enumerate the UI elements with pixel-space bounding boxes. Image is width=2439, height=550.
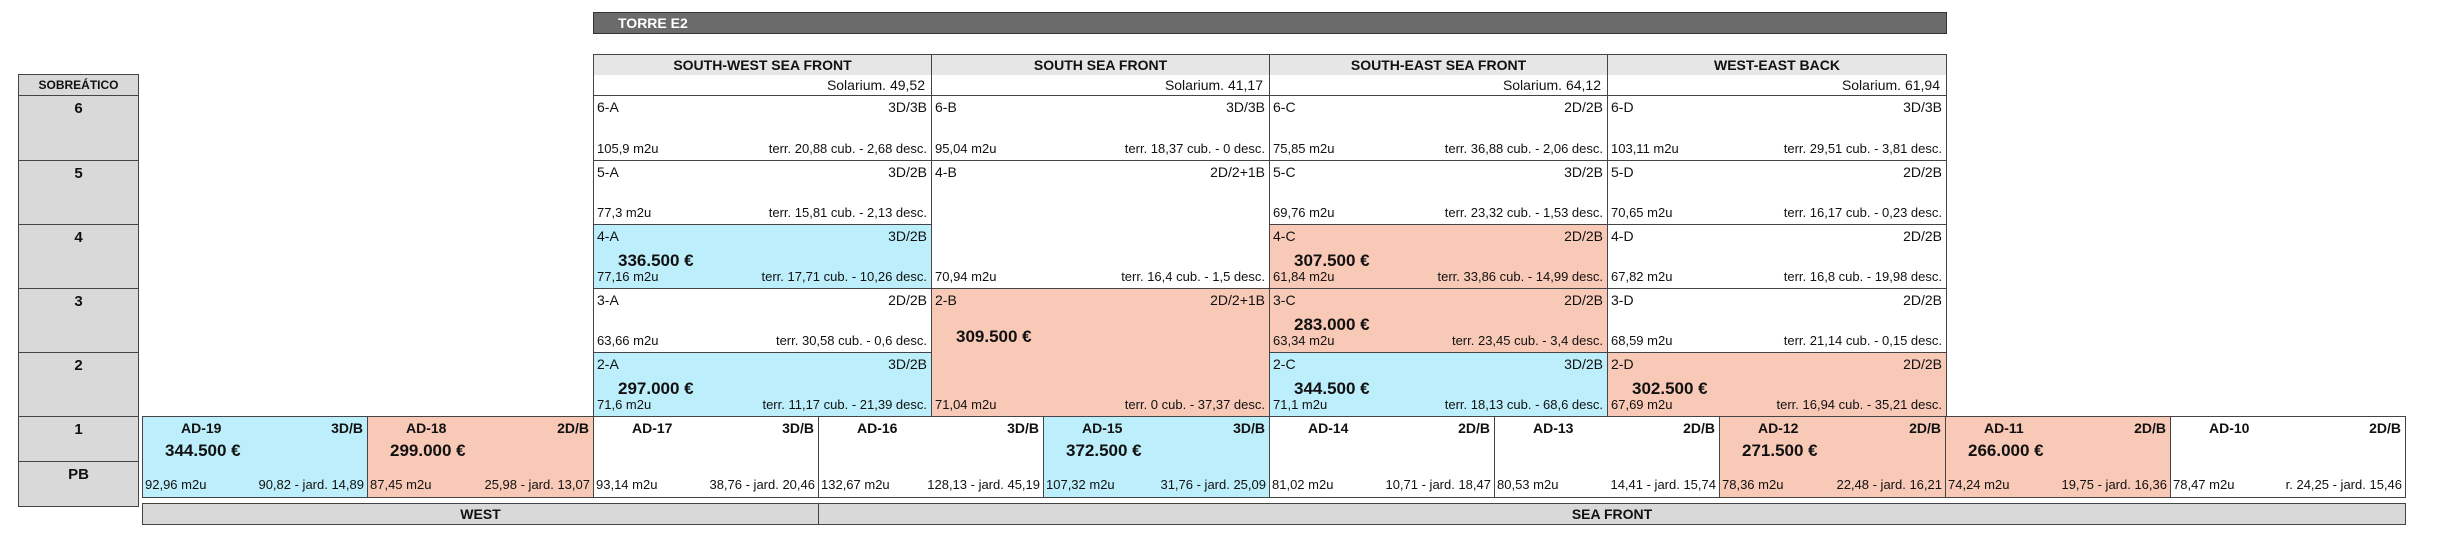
apartment-area: 68,59 m2u bbox=[1611, 333, 1673, 348]
villa-garden: 90,82 - jard. 14,89 bbox=[258, 477, 364, 492]
villa-type: 3D/B bbox=[1233, 420, 1265, 436]
apartment-type: 2D/2B bbox=[1564, 99, 1603, 115]
villa-cell-ad13[interactable] bbox=[1494, 416, 1720, 498]
apartment-code: 6-B bbox=[935, 99, 957, 115]
floor-label-4: 4 bbox=[18, 224, 139, 289]
solarium-southwest: Solarium. 49,52 bbox=[593, 75, 932, 97]
villa-cell-ad18[interactable] bbox=[367, 416, 594, 498]
floor-label-1: 1 bbox=[18, 416, 139, 462]
villa-type: 2D/B bbox=[1458, 420, 1490, 436]
column-header-southeast: SOUTH-EAST SEA FRONT bbox=[1269, 54, 1608, 76]
apartment-type: 2D/2B bbox=[1564, 228, 1603, 244]
apartment-area: 71,6 m2u bbox=[597, 397, 652, 412]
apartment-terrace: terr. 16,4 cub. - 1,5 desc. bbox=[1121, 269, 1265, 284]
villa-cell-ad11[interactable] bbox=[1945, 416, 2171, 498]
villa-area: 78,36 m2u bbox=[1722, 477, 1784, 492]
tower-title: TORRE E2 bbox=[593, 12, 1947, 34]
apartment-area: 70,65 m2u bbox=[1611, 205, 1673, 220]
apartment-cell-4a[interactable] bbox=[593, 224, 932, 289]
column-header-south: SOUTH SEA FRONT bbox=[931, 54, 1270, 76]
apartment-cell-2a[interactable] bbox=[593, 352, 932, 417]
apartment-area: 61,84 m2u bbox=[1273, 269, 1335, 284]
floor-label-sobreatico: SOBREÁTICO bbox=[18, 74, 139, 96]
apartment-area: 71,04 m2u bbox=[935, 397, 997, 412]
solarium-southeast: Solarium. 64,12 bbox=[1269, 75, 1608, 97]
villa-code: AD-12 bbox=[1758, 420, 1799, 436]
villa-code: AD-14 bbox=[1308, 420, 1349, 436]
apartment-code: 2-D bbox=[1611, 356, 1634, 372]
apartment-price: 302.500 € bbox=[1632, 379, 1708, 398]
apartment-type: 2D/2+1B bbox=[1210, 292, 1265, 308]
apartment-code: 6-A bbox=[597, 99, 619, 115]
apartment-terrace: terr. 16,17 cub. - 0,23 desc. bbox=[1783, 205, 1942, 220]
villa-garden: 14,41 - jard. 15,74 bbox=[1610, 477, 1716, 492]
villa-type: 2D/B bbox=[1909, 420, 1941, 436]
apartment-code: 6-D bbox=[1611, 99, 1634, 115]
villa-garden: 19,75 - jard. 16,36 bbox=[2061, 477, 2167, 492]
villa-area: 78,47 m2u bbox=[2173, 477, 2235, 492]
apartment-area: 63,34 m2u bbox=[1273, 333, 1335, 348]
apartment-type: 3D/3B bbox=[1903, 99, 1942, 115]
apartment-area: 77,16 m2u bbox=[597, 269, 659, 284]
apartment-area: 70,94 m2u bbox=[935, 269, 997, 284]
apartment-price: 297.000 € bbox=[618, 379, 694, 398]
villa-code: AD-17 bbox=[632, 420, 673, 436]
apartment-area: 75,85 m2u bbox=[1273, 141, 1335, 156]
apartment-type: 3D/2B bbox=[888, 228, 927, 244]
apartment-cell-3d[interactable] bbox=[1607, 288, 1947, 353]
apartment-code: 5-A bbox=[597, 164, 619, 180]
solarium-westeast: Solarium. 61,94 bbox=[1607, 75, 1947, 97]
villa-cell-ad12[interactable] bbox=[1719, 416, 1946, 498]
villa-type: 2D/B bbox=[1683, 420, 1715, 436]
apartment-terrace: terr. 16,8 cub. - 19,98 desc. bbox=[1783, 269, 1942, 284]
floor-label-3: 3 bbox=[18, 288, 139, 353]
floor-label-2: 2 bbox=[18, 352, 139, 417]
apartment-terrace: terr. 30,58 cub. - 0,6 desc. bbox=[775, 333, 927, 348]
floor-label-5: 5 bbox=[18, 160, 139, 225]
villa-garden: 38,76 - jard. 20,46 bbox=[709, 477, 815, 492]
villa-code: AD-18 bbox=[406, 420, 447, 436]
apartment-code: 4-C bbox=[1273, 228, 1296, 244]
villa-garden: 31,76 - jard. 25,09 bbox=[1160, 477, 1266, 492]
apartment-type: 2D/2B bbox=[1903, 356, 1942, 372]
villa-code: AD-15 bbox=[1082, 420, 1123, 436]
villa-area: 92,96 m2u bbox=[145, 477, 207, 492]
apartment-terrace: terr. 33,86 cub. - 14,99 desc. bbox=[1437, 269, 1603, 284]
villa-garden: 25,98 - jard. 13,07 bbox=[484, 477, 590, 492]
villa-area: 132,67 m2u bbox=[821, 477, 890, 492]
villa-area: 81,02 m2u bbox=[1272, 477, 1334, 492]
apartment-area: 105,9 m2u bbox=[597, 141, 659, 156]
apartment-type: 2D/2B bbox=[1903, 164, 1942, 180]
apartment-price: 283.000 € bbox=[1294, 315, 1370, 334]
floor-label-6: 6 bbox=[18, 95, 139, 161]
apartment-code: 2-B bbox=[935, 292, 957, 308]
apartment-code: 4-D bbox=[1611, 228, 1634, 244]
apartment-type: 3D/3B bbox=[1226, 99, 1265, 115]
villa-price: 271.500 € bbox=[1742, 441, 1818, 460]
villa-code: AD-19 bbox=[181, 420, 222, 436]
villa-code: AD-11 bbox=[1984, 420, 2024, 436]
villa-type: 2D/B bbox=[2134, 420, 2166, 436]
apartment-terrace: terr. 18,13 cub. - 68,6 desc. bbox=[1444, 397, 1603, 412]
villa-cell-ad19[interactable] bbox=[142, 416, 368, 498]
zone-label-sea-front: SEA FRONT bbox=[818, 503, 2406, 525]
villa-price: 372.500 € bbox=[1066, 441, 1142, 460]
villa-area: 74,24 m2u bbox=[1948, 477, 2010, 492]
apartment-code: 3-A bbox=[597, 292, 619, 308]
apartment-terrace: terr. 23,45 cub. - 3,4 desc. bbox=[1451, 333, 1603, 348]
apartment-cell-6c[interactable] bbox=[1269, 95, 1608, 161]
apartment-cell-5a[interactable] bbox=[593, 160, 932, 225]
apartment-code: 2-A bbox=[597, 356, 619, 372]
apartment-type: 2D/2B bbox=[1903, 292, 1942, 308]
apartment-type: 3D/2B bbox=[888, 164, 927, 180]
villa-price: 299.000 € bbox=[390, 441, 466, 460]
villa-cell-ad16[interactable] bbox=[818, 416, 1044, 498]
villa-code: AD-16 bbox=[857, 420, 898, 436]
apartment-code: 3-C bbox=[1273, 292, 1296, 308]
villa-price: 344.500 € bbox=[165, 441, 241, 460]
villa-area: 87,45 m2u bbox=[370, 477, 432, 492]
apartment-price: 344.500 € bbox=[1294, 379, 1370, 398]
villa-garden: 128,13 - jard. 45,19 bbox=[927, 477, 1040, 492]
villa-code: AD-10 bbox=[2209, 420, 2250, 436]
apartment-type: 2D/2+1B bbox=[1210, 164, 1265, 180]
apartment-type: 2D/2B bbox=[888, 292, 927, 308]
apartment-terrace: terr. 18,37 cub. - 0 desc. bbox=[1124, 141, 1265, 156]
apartment-area: 77,3 m2u bbox=[597, 205, 652, 220]
apartment-terrace: terr. 23,32 cub. - 1,53 desc. bbox=[1444, 205, 1603, 220]
apartment-cell-6b[interactable] bbox=[931, 95, 1270, 161]
apartment-terrace: terr. 11,17 cub. - 21,39 desc. bbox=[762, 397, 927, 412]
apartment-cell-3a[interactable] bbox=[593, 288, 932, 353]
apartment-type: 3D/2B bbox=[1564, 164, 1603, 180]
apartment-code: 2-C bbox=[1273, 356, 1296, 372]
villa-code: AD-13 bbox=[1533, 420, 1574, 436]
villa-garden: 22,48 - jard. 16,21 bbox=[1836, 477, 1942, 492]
apartment-area: 71,1 m2u bbox=[1273, 397, 1328, 412]
villa-type: 3D/B bbox=[331, 420, 363, 436]
column-header-southwest: SOUTH-WEST SEA FRONT bbox=[593, 54, 932, 76]
apartment-terrace: terr. 15,81 cub. - 2,13 desc. bbox=[768, 205, 927, 220]
apartment-price: 307.500 € bbox=[1294, 251, 1370, 270]
villa-type: 3D/B bbox=[1007, 420, 1039, 436]
apartment-price: 336.500 € bbox=[618, 251, 694, 270]
apartment-cell-4d[interactable] bbox=[1607, 224, 1947, 289]
floor-label-pb: PB bbox=[18, 461, 139, 507]
apartment-code: 4-A bbox=[597, 228, 619, 244]
apartment-cell-2c[interactable] bbox=[1269, 352, 1608, 417]
apartment-area: 103,11 m2u bbox=[1611, 141, 1679, 156]
apartment-cell-5c[interactable] bbox=[1269, 160, 1608, 225]
apartment-area: 63,66 m2u bbox=[597, 333, 659, 348]
apartment-area: 67,69 m2u bbox=[1611, 397, 1673, 412]
villa-area: 80,53 m2u bbox=[1497, 477, 1559, 492]
apartment-code: 4-B bbox=[935, 164, 957, 180]
apartment-cell-3c[interactable] bbox=[1269, 288, 1608, 353]
apartment-code: 5-C bbox=[1273, 164, 1296, 180]
villa-area: 107,32 m2u bbox=[1046, 477, 1115, 492]
apartment-code: 5-D bbox=[1611, 164, 1634, 180]
apartment-terrace: terr. 16,94 cub. - 35,21 desc. bbox=[1776, 397, 1942, 412]
apartment-area: 69,76 m2u bbox=[1273, 205, 1335, 220]
apartment-terrace: terr. 17,71 cub. - 10,26 desc. bbox=[761, 269, 927, 284]
apartment-terrace: terr. 21,14 cub. - 0,15 desc. bbox=[1783, 333, 1942, 348]
apartment-area: 95,04 m2u bbox=[935, 141, 997, 156]
villa-cell-ad17[interactable] bbox=[593, 416, 819, 498]
apartment-terrace: terr. 0 cub. - 37,37 desc. bbox=[1124, 397, 1265, 412]
villa-area: 93,14 m2u bbox=[596, 477, 658, 492]
apartment-code: 3-D bbox=[1611, 292, 1634, 308]
villa-cell-ad15[interactable] bbox=[1043, 416, 1270, 498]
villa-garden: 10,71 - jard. 18,47 bbox=[1385, 477, 1491, 492]
apartment-code: 6-C bbox=[1273, 99, 1296, 115]
apartment-type: 2D/2B bbox=[1564, 292, 1603, 308]
apartment-cell-4b[interactable] bbox=[931, 160, 1270, 289]
villa-cell-ad14[interactable] bbox=[1269, 416, 1495, 498]
apartment-cell-4c[interactable] bbox=[1269, 224, 1608, 289]
apartment-type: 2D/2B bbox=[1903, 228, 1942, 244]
apartment-type: 3D/2B bbox=[888, 356, 927, 372]
zone-label-west: WEST bbox=[142, 503, 819, 525]
apartment-cell-6d[interactable] bbox=[1607, 95, 1947, 161]
apartment-terrace: terr. 36,88 cub. - 2,06 desc. bbox=[1444, 141, 1603, 156]
solarium-south: Solarium. 41,17 bbox=[931, 75, 1270, 97]
apartment-terrace: terr. 29,51 cub. - 3,81 desc. bbox=[1783, 141, 1942, 156]
apartment-cell-6a[interactable] bbox=[593, 95, 932, 161]
villa-cell-ad10[interactable] bbox=[2170, 416, 2406, 498]
apartment-price: 309.500 € bbox=[956, 327, 1032, 346]
apartment-area: 67,82 m2u bbox=[1611, 269, 1673, 284]
villa-type: 3D/B bbox=[782, 420, 814, 436]
apartment-terrace: terr. 20,88 cub. - 2,68 desc. bbox=[768, 141, 927, 156]
villa-type: 2D/B bbox=[557, 420, 589, 436]
villa-price: 266.000 € bbox=[1968, 441, 2044, 460]
villa-type: 2D/B bbox=[2369, 420, 2401, 436]
apartment-cell-2b[interactable] bbox=[931, 288, 1270, 417]
apartment-type: 3D/2B bbox=[1564, 356, 1603, 372]
villa-garden: r. 24,25 - jard. 15,46 bbox=[2285, 477, 2402, 492]
apartment-cell-5d[interactable] bbox=[1607, 160, 1947, 225]
apartment-cell-2d[interactable] bbox=[1607, 352, 1947, 417]
apartment-type: 3D/3B bbox=[888, 99, 927, 115]
column-header-westeast: WEST-EAST BACK bbox=[1607, 54, 1947, 76]
